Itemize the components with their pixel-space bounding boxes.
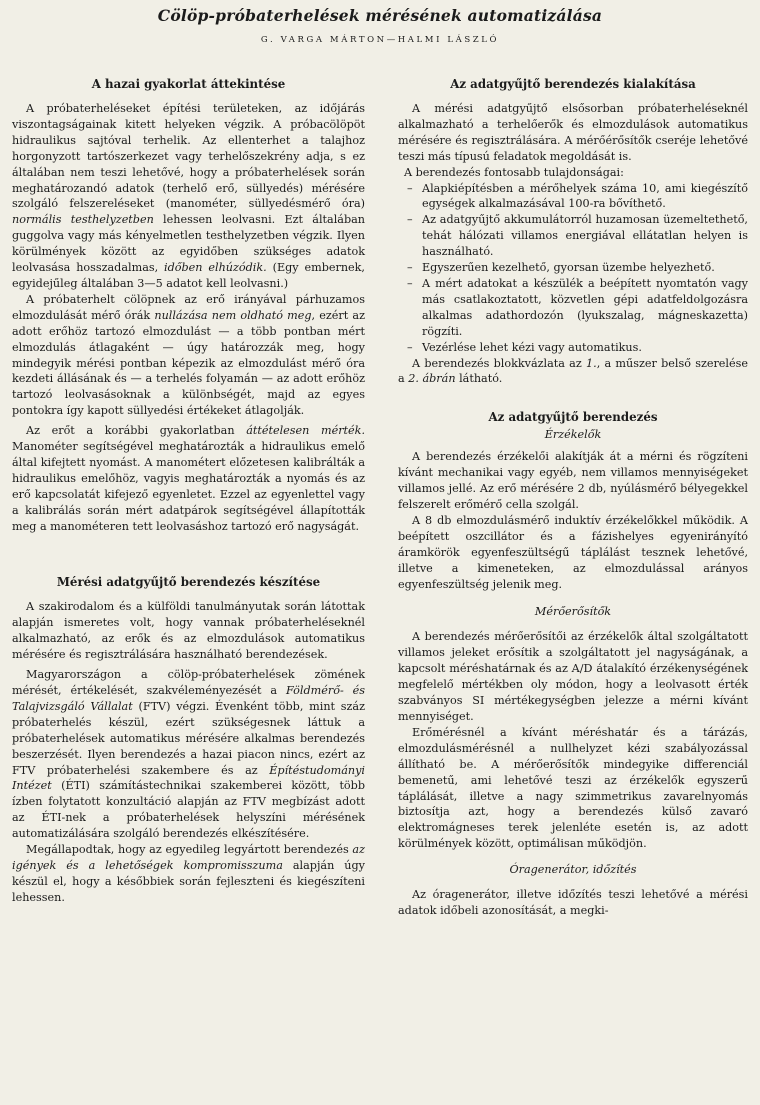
section-heading-hazai-gyakorlat: A hazai gyakorlat áttekintése: [91, 77, 286, 91]
paragraph: A berendezés érzékelői alakítják át a mérni és rögzíteni kívánt mechanikai vagy egyéb, nem villamos mennyiségeket villamos jellé. Az erő mérésére 2 db, nyúlásmérő bélyegekkel felszerelt erőmérő cella szolgál.: [398, 450, 748, 512]
article-authors: G. VARGA MÁRTON—HALMI LÁSZLÓ: [260, 35, 500, 45]
property-list: [398, 181, 748, 356]
list-item: – Vezérlése lehet kézi vagy automatikus.: [422, 340, 748, 356]
list-item: – Az adatgyűjtő akkumulátorról huzamosan üzemeltethető, tehát hálózati villamos energiával ellátatlan helyen is használható.: [422, 212, 748, 260]
subheading-oragenerator: Óragenerátor, időzítés: [509, 863, 637, 877]
paragraph: A próbaterheléseket építési területeken, az időjárás viszontagságainak kitett helyeken végzik. A próbacölöpöt hidraulikus sajtóval terhelik. Az ellenterhet a talajhoz horgonyzott tartószerkezet vagy terhelőszekrény adja, s ez általában nem teszi lehetővé, hogy a próbaterhelések során meghatározandó adatok (terhelő erő, süllyedés) mérésére szolgáló felszereléseket (manométer, süllyedésmérő óra) normális testhelyzetben lehessen leolvasni. Ezt általában guggolva vagy más kényelmetlen testhelyzetben végzik. Ilyen körülmények között az egyidőben szükséges adatok leolvasása hosszadalmas, időben elhúzódik. (Egy embernek, egyidejűleg általában 3—5 adatot kell leolvasni.): [12, 102, 365, 290]
paragraph: A berendezés blokkvázlata az 1., a műszer belső szerelése a 2. ábrán látható.: [398, 356, 748, 386]
section-heading-adatgyujto-berendezes: Az adatgyűjtő berendezés: [488, 410, 658, 425]
paragraph: A próbaterhelt cölöpnek az erő irányával párhuzamos elmozdulását mérő órák nullázása nem oldható meg, ezért az adott erőhöz tartozó elmozdulást — a több pontban mért elmozdulás átlagaként — úgy határozzák meg, hogy mindegyik mérési pontban képezik az elmozdulást mérő óra kezdeti állásának és — a terhelés folyamán — az adott erőhöz tartozó leolvasásoknak a különbségét, majd az egyes pontokra így kapott süllyedési értékeket átlagolják.: [12, 292, 365, 418]
list-item: – Alapkiépítésben a mérőhelyek száma 10, ami kiegészítő egységek alkalmazásával 100-ra bővíthető.: [422, 181, 748, 213]
paragraph: Megállapodtak, hogy az egyedileg legyártott berendezés az igények és a lehetőségek kompromisszuma alapján úgy készül el, hogy a későbbiek során fejleszteni és kiegészíteni lehessen.: [12, 843, 365, 904]
subheading-erzekelok: Érzékelők: [544, 428, 602, 442]
section-heading-meresi-adatgyujto: Mérési adatgyűjtő berendezés készítése: [56, 575, 321, 590]
paragraph: Az erőt a korábbi gyakorlatban áttételesen mérték. Manométer segítségével meghatározták a hidraulikus emelő által kifejtett nyomást. A manométert előzetesen kalibrálták a hidraulikus emelőhöz, vagyis meghatározták a nyomás és az erő kapcsolatát kifejező egyenletet. Ezzel az egyenlettel vagy a kalibrálás során mért adatpárok segítségével állapították meg a manométeren tett leolvasáshoz tartozó erő nagyságát.: [12, 424, 366, 533]
right-column: [398, 76, 748, 919]
paragraph: Erőmérésnél a kívánt méréshatár és a tárázás, elmozdulásmérésnél a nullhelyzet kézi szabályozással állítható be. A mérőerősítők mindegyike differenciál bemenetű, ami lehetővé teszi az érzékelők egyszerű táplálását, illetve a nagy szimmetrikus zavarelnyomás biztosítja azt, hogy a berendezés külső zavaró elektromágneses terek jelenléte esetén is, az adott körülmények között, optimálisan működjön.: [398, 725, 748, 851]
paragraph: A berendezés mérőerősítői az érzékelők által szolgáltatott villamos jeleket erősítik a szolgáltatott jel nagyságának, a kapcsolt méréshatárnak és az A/D átalakító érzékenységének megfelelő mértékben oly módon, hogy a leolvasott érték szabványos SI mértékegységben jelezze a mérni kívánt mennyiséget.: [398, 630, 748, 723]
paragraph: Magyarországon a cölöp-próbaterhelések zömének mérését, értékelését, szakvéleményezését a Földmérő- és Talajvizsgáló Vállalat (FTV) végzi. Évenként több, mint száz próbaterhelés készül, ezért szükségesnek láttuk a próbaterhelések automatikus mérésére alkalmas berendezés beszerzését. Ilyen berendezés a hazai piacon nincs, ezért az FTV próbaterhelési szakembere és az Építéstudományi Intézet (ÉTI) számítástechnikai szakemberei között, több ízben folytatott konzultáció alapján az FTV megbízást adott az ÉTI-nek a próbaterhelések helyszíni mérésének automatizálására szolgáló berendezés elkészítésére.: [12, 668, 366, 841]
list-item: – A mért adatokat a készülék a beépített nyomtatón vagy más csatlakoztatott, közvetlen gépi adatfeldolgozásra alkalmas adathordozón (lyukszalag, mágneskazetta) rögzíti.: [422, 276, 748, 340]
paragraph: Az óragenerátor, illetve időzítés teszi lehetővé a mérési adatok időbeli azonosítását, a megki-: [398, 888, 748, 918]
article-title: Cölöp-próbaterhelések mérésének automatizálása: [157, 6, 603, 25]
subheading-meroerositok: Mérőerősítők: [534, 605, 612, 619]
article-columns: [12, 76, 748, 919]
paragraph: A mérési adatgyűjtő elsősorban próbaterheléseknél alkalmazható a terhelőerők és elmozdulások automatikus mérésére és regisztrálására. A mérőérősítők cseréje lehetővé teszi más típusú feladatok megoldását is.: [398, 102, 748, 163]
paragraph: A szakirodalom és a külföldi tanulmányutak során látottak alapján ismeretes volt, hogy vannak próbaterheléseknél alkalmazható, az erők és az elmozdulások automatikus mérésére és regisztrálására használható berendezések.: [12, 600, 365, 662]
paragraph: A berendezés fontosabb tulajdonságai:: [404, 165, 624, 179]
list-item: – Egyszerűen kezelhető, gyorsan üzembe helyezhető.: [422, 260, 748, 276]
paragraph: A 8 db elmozdulásmérő induktív érzékelőkkel működik. A beépített oszcillátor és a fázishelyes egyenirányító áramkörök egyenfeszültségű táplálást tesznek lehetővé, illetve a kimeneteken, az elmozdulással arányos egyenfeszültség jelenik meg.: [398, 513, 748, 591]
left-column: [12, 76, 365, 919]
section-heading-kialakitas: Az adatgyűjtő berendezés kialakítása: [450, 77, 696, 91]
